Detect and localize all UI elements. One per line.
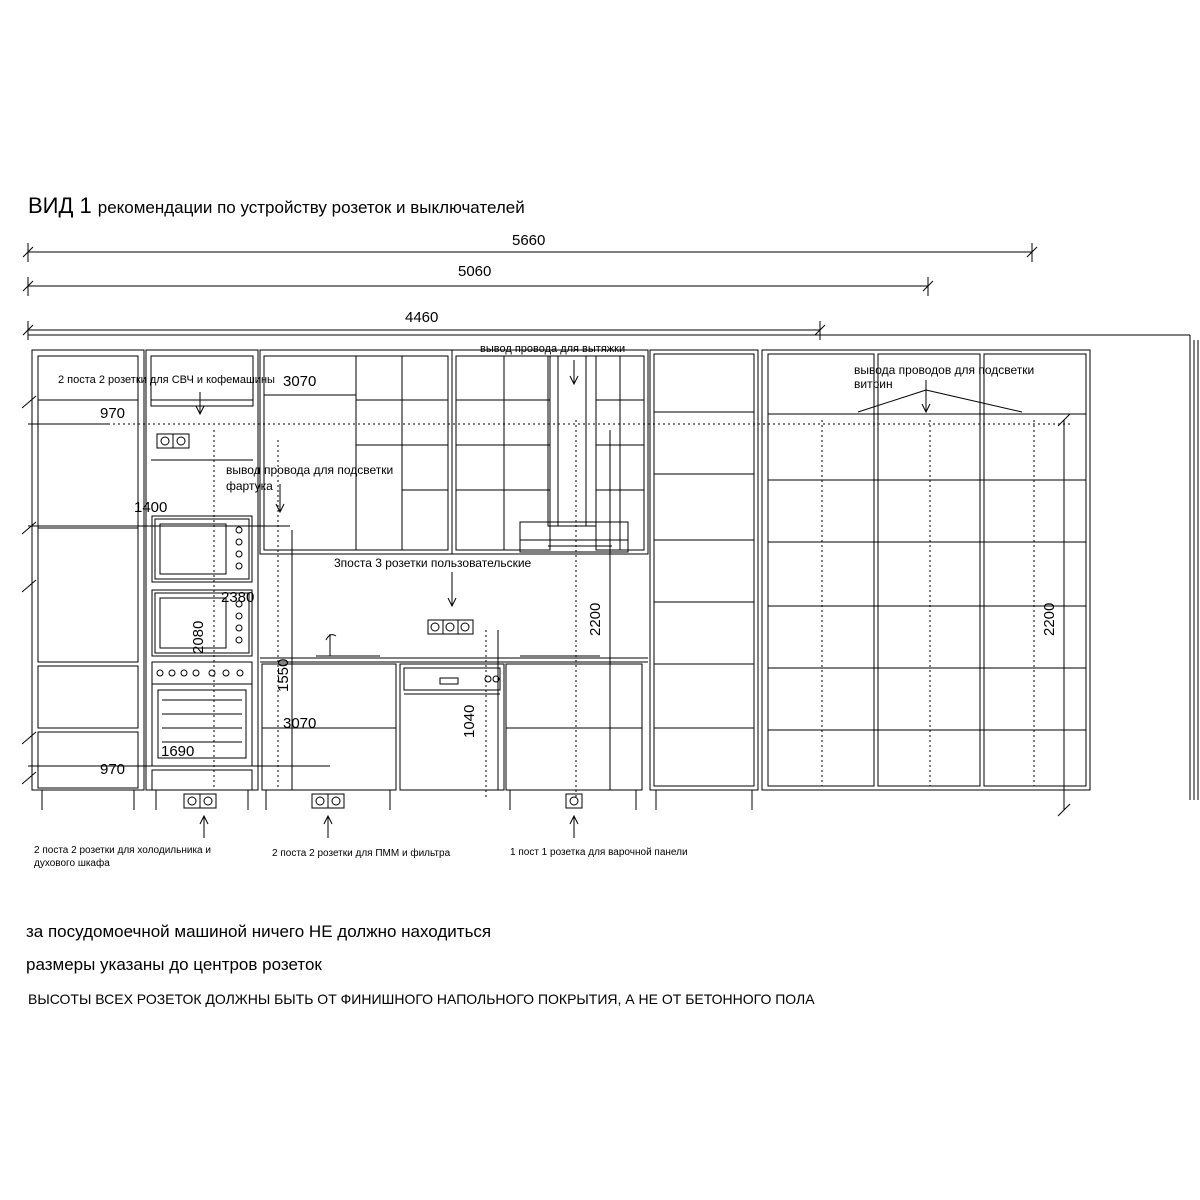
dim-2080: 2080 <box>190 620 207 654</box>
socket-hob <box>566 794 582 808</box>
tall-pantry-column <box>650 350 758 810</box>
note-dishwasher: за посудомоечной машиной ничего НЕ должно находиться <box>26 922 492 941</box>
note-centers: размеры указаны до центров розеток <box>26 955 322 974</box>
label-vitrine-wires-1: вывода проводов для подсветки <box>854 363 1035 377</box>
dim-2380: 2380 <box>221 589 255 606</box>
vitrine-block <box>762 335 1198 800</box>
view-subtitle: рекомендации по устройству розеток и выключателей <box>97 198 525 217</box>
overall-dimension-lines <box>23 243 1190 340</box>
socket-dishwasher <box>312 794 344 808</box>
upper-cabinets <box>260 350 648 554</box>
socket-microwave <box>157 434 189 448</box>
label-backsplash-wire-2: фартука <box>226 479 273 493</box>
dim-970-top: 970 <box>100 405 126 422</box>
lower-cabinets <box>260 634 648 810</box>
label-microwave-sockets: 2 поста 2 розетки для СВЧ и кофемашины <box>58 374 275 386</box>
label-fridge-oven-2: духового шкафа <box>34 858 110 869</box>
dim-1040: 1040 <box>461 704 478 738</box>
dim-970-low: 970 <box>100 761 126 778</box>
dim-4460: 4460 <box>405 309 439 326</box>
appliance-column <box>146 350 258 810</box>
dim-5660: 5660 <box>512 232 546 249</box>
label-user-sockets: 3поста 3 розетки пользовательские <box>334 556 532 570</box>
label-fridge-oven-1: 2 поста 2 розетки для холодильника и <box>34 845 211 856</box>
label-vitrine-wires-2: витрин <box>854 377 893 391</box>
dim-1400: 1400 <box>134 499 168 516</box>
view-label: ВИД 1 <box>28 193 92 218</box>
dim-3070-low: 3070 <box>283 715 317 732</box>
dim-5060: 5060 <box>458 263 492 280</box>
label-hood-wire: вывод провода для вытяжки <box>480 343 626 355</box>
dim-3070-top: 3070 <box>283 373 317 390</box>
label-backsplash-wire-1: вывод провода для подсветки <box>226 463 394 477</box>
label-hob-socket: 1 пост 1 розетка для варочной панели <box>510 847 688 858</box>
dim-2200-right: 2200 <box>1041 602 1058 636</box>
socket-user <box>428 620 473 634</box>
dim-1690: 1690 <box>161 743 195 760</box>
label-dishwasher-filter: 2 поста 2 розетки для ПММ и фильтра <box>272 848 451 859</box>
fridge-column <box>32 350 144 810</box>
dim-2200-mid: 2200 <box>587 602 604 636</box>
note-heights: ВЫСОТЫ ВСЕХ РОЗЕТОК ДОЛЖНЫ БЫТЬ ОТ ФИНИШНОГО НАПОЛЬНОГО ПОКРЫТИЯ, А НЕ ОТ БЕТОННОГО ПОЛА <box>28 991 815 1007</box>
socket-fridge-oven <box>184 794 216 808</box>
dim-1550: 1550 <box>275 658 292 692</box>
